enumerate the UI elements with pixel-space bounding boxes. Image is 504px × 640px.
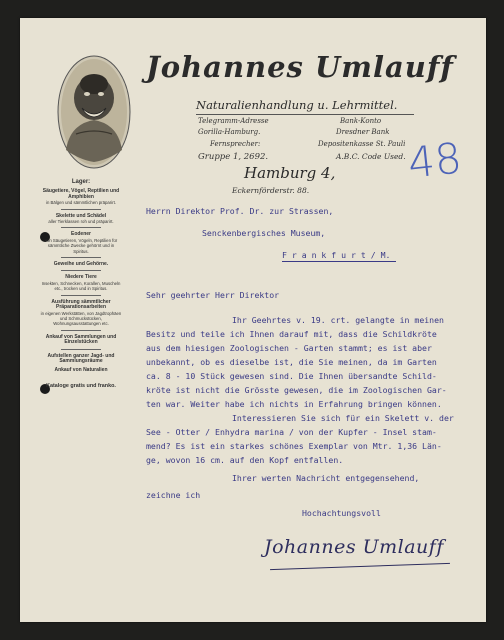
company-name: Johannes Umlauff (146, 50, 454, 84)
phone-label: Fernsprecher: (210, 140, 261, 148)
subtitle-underline (196, 114, 414, 115)
telegram-value: Gorilla-Hamburg. (198, 128, 261, 136)
catalog-note: Kataloge gratis und franko. (46, 382, 116, 389)
phone-value: Gruppe 1, 2692. (198, 152, 269, 162)
signature-flourish (270, 563, 450, 570)
sidebar-block: Skelette und Schädel aller Tierklassen roh und präparirt. (48, 212, 114, 225)
gorilla-emblem (56, 54, 132, 170)
stock-sidebar (40, 176, 122, 389)
letter-sheet: Johannes Umlauff Naturalienhandlung u. Lehrmittel. Telegramm-Adresse Gorilla-Hamburg. Fernsprecher: Gruppe 1, 2692. Bank-Konto Dresdner Bank Depositenkasse St. Pauli A.B.C. Code Used. Hamburg 4, Eckernförderstr. 88. 48 Lager: Säugetiere, Vögel, Reptilien und Amphibien in Bälgen und sämmtlichen präparirt. Skelette und Schädel aller Tierklassen roh und präparirt. Eodener von Säugetieren, Vögeln, Reptilien für sämmtliche Zwecke gehörnt und in Spiritus. Geweihe und Gehörne. Niedere Tiere Insekten, Schnecken, Korallen, Muscheln etc., trocken und in Spiritus. Ausführung sämmtlicher Präparationsarbeiten in eigenen Werkstätten, von Jagdtrophäen und Schmuckstücken, Wohnungsausstattungen etc. Ankauf von Sammlungen und Einzelstücken Aufstellen ganzer Jagd- und Sammlungsräume Ankauf von Naturalien Kataloge gratis und franko. Herrn Direktor Prof. Dr. zur Strassen, Senckenbergisches Museum, F r a n k f u r t / M. Sehr geehrter Herr Direktor Ihr Geehrtes v. 19. crt. gelangte in meinen Besitz und teile ich Ihnen darauf mit, dass die Schildkröte aus dem hiesigen Zoologischen - Garten stammt; es ist aber unbekannt, ob es dieselbe ist, die Sie meinen, da im Garten ca. 8 - 10 Stück gewesen sind. Die Ihnen übersandte Schild- kröte ist nicht die Grösste gewesen, die im Zoologischen Gar- ten war. Weiter habe ich nichts in Erfahrung bringen können. Interessieren Sie sich für ein Skelett v. der See - Otter / Enhydra marina / von der Kupfer - Insel stam- mend? Es ist ein starkes schönes Exemplar von Mtr. 1,36 Län- ge, wovon 16 cm. auf den Kopf entfallen. Ihrer werten Nachricht entgegensehend, zeichne ich Hochachtungsvoll Johannes Umlauff (20, 18, 486, 622)
recipient-underline (282, 261, 396, 262)
recipient-line-2: Senckenbergisches Museum, (202, 228, 326, 238)
sidebar-block: Niedere Tiere Insekten, Schnecken, Korallen, Muscheln etc., trocken und in Spiritus. (41, 274, 121, 292)
sidebar-block: Eodener von Säugetieren, Vögeln, Reptilien für sämmtliche Zwecke gehörnt und in Spiritus. (44, 231, 118, 254)
sidebar-block: Ankauf von Naturalien (54, 367, 108, 374)
salutation: Sehr geehrter Herr Direktor (146, 290, 280, 300)
archive-number-annotation: 48 (405, 133, 464, 188)
code-used: A.B.C. Code Used. (336, 152, 406, 161)
bank-name: Dresdner Bank (336, 128, 390, 136)
sidebar-block: Aufstellen ganzer Jagd- und Sammlungsräume (47, 352, 115, 364)
telegram-label: Telegramm-Adresse (198, 117, 269, 125)
street: Eckernförderstr. 88. (232, 186, 310, 195)
city: Hamburg 4, (244, 164, 336, 182)
company-subtitle: Naturalienhandlung u. Lehrmittel. (196, 98, 398, 112)
sidebar-block: Ausführung sämmtlicher Präparationsarbeiten in eigenen Werkstätten, von Jagdtrophäen und Schmuckstücken, Wohnungsausstattungen etc. (40, 298, 122, 327)
sidebar-block: Säugetiere, Vögel, Reptilien und Amphibien in Bälgen und sämmtlichen präparirt. (42, 188, 120, 206)
bank-branch: Depositenkasse St. Pauli (318, 140, 406, 148)
sidebar-block: Geweihe und Gehörne. (53, 261, 109, 268)
sidebar-title: Lager: (71, 179, 91, 185)
recipient-line-1: Herrn Direktor Prof. Dr. zur Strassen, (146, 206, 334, 216)
signature: Johannes Umlauff (264, 536, 444, 558)
sidebar-block: Ankauf von Sammlungen und Einzelstücken (45, 333, 117, 346)
recipient-line-3: F r a n k f u r t / M. (282, 250, 391, 260)
closing: Hochachtungsvoll (302, 508, 381, 518)
bank-label: Bank-Konto (340, 117, 382, 125)
